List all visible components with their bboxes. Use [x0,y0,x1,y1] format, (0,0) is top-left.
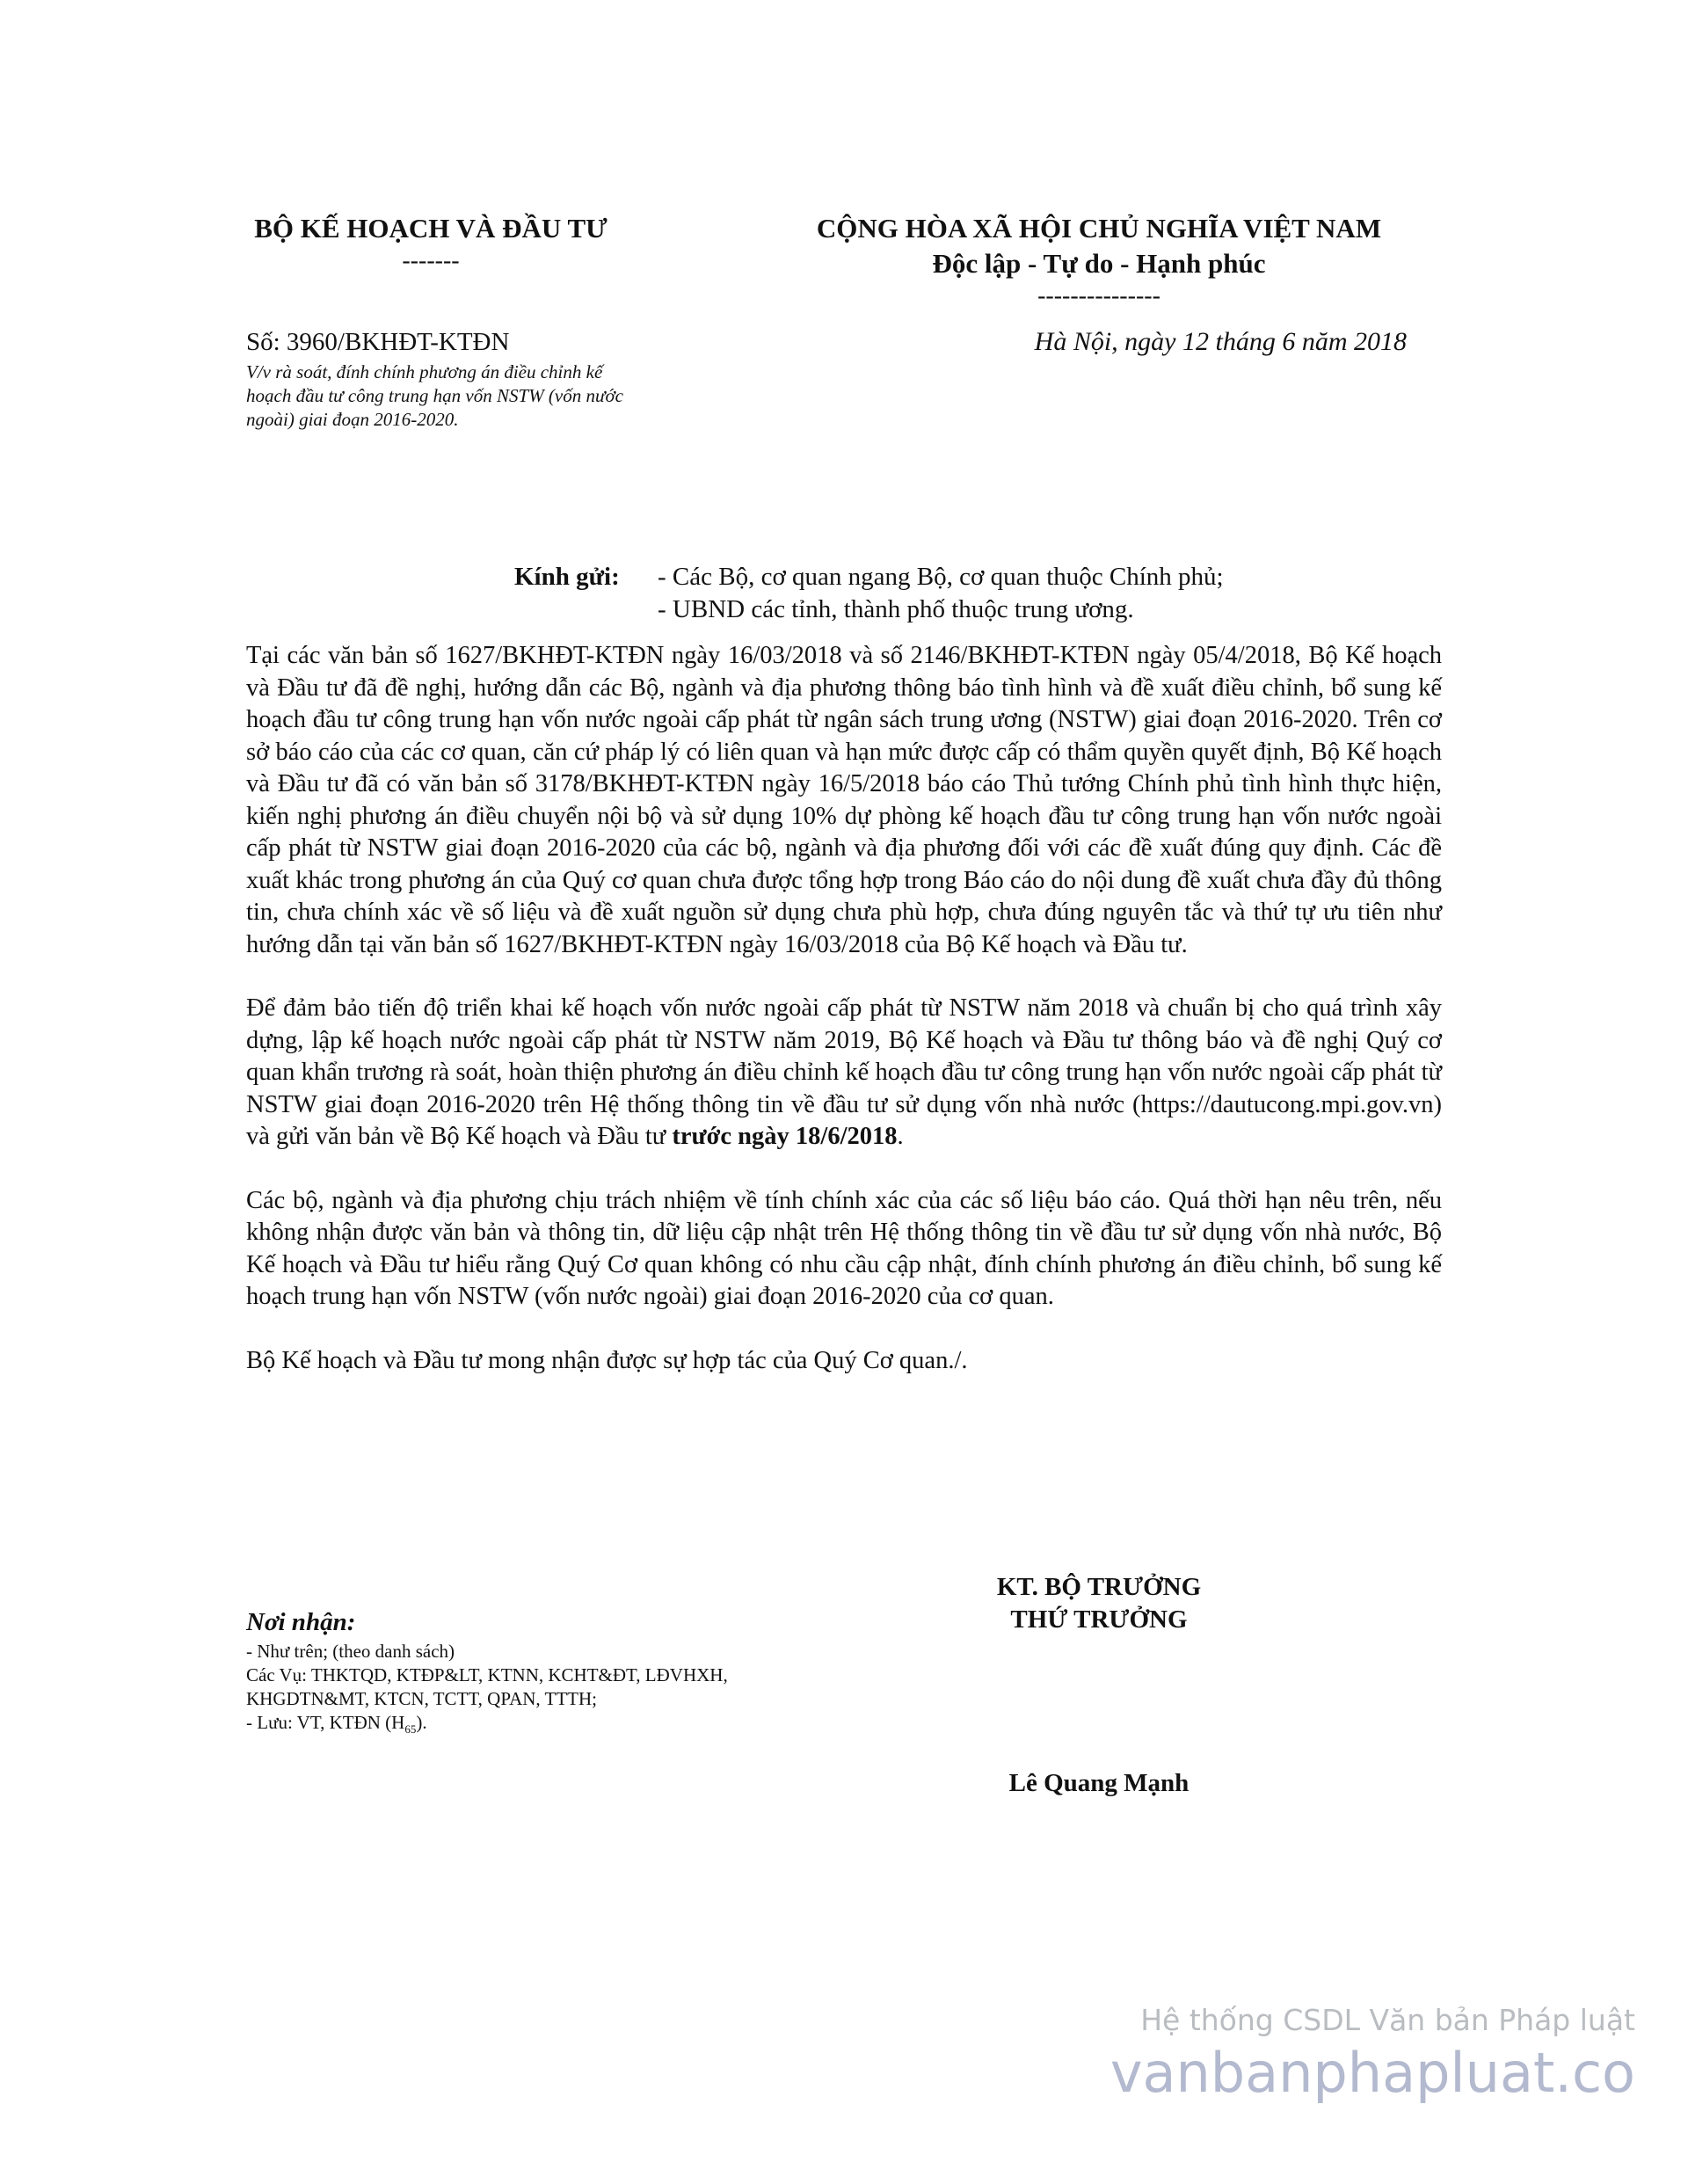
watermark-site: vanbanphapluat.co [1110,2041,1635,2105]
recipients-label: Kính gửi: [514,563,620,591]
issuing-agency: BỘ KẾ HOẠCH VÀ ĐẦU TƯ [254,213,608,244]
body-paragraph-3: Các bộ, ngành và địa phương chịu trách nhiệm về tính chính xác của các số liệu báo cáo. Quá thời hạn nêu trên, nếu không nhận được văn bản và thông tin, dữ liệu cập nhật trên Hệ thống thông tin về đầu tư sử dụng vốn nhà nước, Bộ Kế hoạch và Đầu tư hiểu rằng Quý Cơ quan không có nhu cầu cập nhật, đính chính phương án điều chỉnh, bổ sung kế hoạch trung hạn vốn NSTW (vốn nước ngoài) giai đoạn 2016-2020 của cơ quan. [246,1186,1442,1310]
document-number: Số: 3960/BKHĐT-KTĐN [246,328,510,356]
distribution-line [246,1711,738,1741]
archive-suffix: ). [416,1712,427,1733]
issuing-agency-block [237,211,624,276]
place-date: Hà Nội, ngày 12 tháng 6 năm 2018 [1034,327,1407,356]
distribution-title: Nơi nhận: [246,1608,356,1636]
body-paragraph-2 [246,993,1442,1154]
recipients-list [658,561,1449,626]
archive-count: 65 [404,1722,417,1736]
archive-prefix: - Lưu: VT, KTĐN (H [246,1712,405,1733]
country-name: CỘNG HÒA XÃ HỘI CHỦ NGHĨA VIỆT NAM [816,213,1382,244]
paragraph-2-text: Để đảm bảo tiến độ triển khai kế hoạch vốn nước ngoài cấp phát từ NSTW năm 2018 và chuẩn bị cho quá trình xây dựng, lập kế hoạch nước ngoài cấp phát từ NSTW năm 2019, Bộ Kế hoạch và Đầu tư thông báo và đề nghị Quý cơ quan khẩn trương rà soát, hoàn thiện phương án điều chỉnh kế hoạch đầu tư công trung hạn vốn nước ngoài cấp phát từ NSTW giai đoạn 2016-2020 trên Hệ thống thông tin về đầu tư sử dụng vốn nhà nước (https://dautucong.mpi.gov.vn) và gửi văn bản về Bộ Kế hoạch và Đầu tư [246,994,1442,1150]
paragraph-2-end: . [897,1123,904,1150]
deadline: trước ngày 18/6/2018 [672,1123,898,1150]
watermark-caption: Hệ thống CSDL Văn bản Pháp luật [1140,2003,1635,2037]
signature-block [879,1571,1319,1636]
signer-position-1: KT. BỘ TRƯỞNG [996,1573,1202,1601]
recipient-item: - Các Bộ, cơ quan ngang Bộ, cơ quan thuộc Chính phủ; [658,563,1224,591]
distribution-list [246,1640,738,1741]
national-title-block [703,211,1495,311]
motto: Độc lập - Tự do - Hạnh phúc [932,248,1266,279]
motto-divider: --------------- [1037,282,1160,309]
distribution-line: Các Vụ: THKTQD, KTĐP&LT, KTNN, KCHT&ĐT, LĐVHXH, KHGDTN&MT, KTCN, TCTT, QPAN, TTTH; [246,1664,728,1709]
body-paragraph-4: Bộ Kế hoạch và Đầu tư mong nhận được sự hợp tác của Quý Cơ quan./. [246,1346,968,1374]
body-paragraph-1: Tại các văn bản số 1627/BKHĐT-KTĐN ngày 16/03/2018 và số 2146/BKHĐT-KTĐN ngày 05/4/2018, Bộ Kế hoạch và Đầu tư đã đề nghị, hướng dẫn các Bộ, ngành và địa phương thông báo tình hình và đề xuất điều chỉnh, bổ sung kế hoạch đầu tư công trung hạn vốn nước ngoài cấp phát từ ngân sách trung ương (NSTW) giai đoạn 2016-2020. Trên cơ sở báo cáo của các cơ quan, căn cứ pháp lý có liên quan và hạn mức được cấp có thẩm quyền quyết định, Bộ Kế hoạch và Đầu tư đã có văn bản số 3178/BKHĐT-KTĐN ngày 16/5/2018 báo cáo Thủ tướng Chính phủ tình hình thực hiện, kiến nghị phương án điều chuyển nội bộ và sử dụng 10% dự phòng kế hoạch đầu tư công trung hạn vốn nước ngoài cấp phát từ NSTW giai đoạn 2016-2020 của các bộ, ngành và địa phương đối với các đề xuất đúng quy định. Các đề xuất khác trong phương án của Quý cơ quan chưa được tổng hợp trong Báo cáo do nội dung đề xuất chưa đầy đủ thông tin, chưa chính xác về số liệu và đề xuất nguồn sử dụng chưa phù hợp, chưa đúng nguyên tắc và thứ tự ưu tiên như hướng dẫn tại văn bản số 1627/BKHĐT-KTĐN ngày 16/03/2018 của Bộ Kế hoạch và Đầu tư. [246,642,1442,958]
distribution-line: - Như trên; (theo danh sách) [246,1641,455,1662]
document-body [246,640,1442,1409]
signer-position-2: THỨ TRƯỞNG [1010,1605,1188,1634]
signer-name: Lê Quang Mạnh [1008,1769,1190,1797]
document-subject: V/v rà soát, đính chính phương án điều chỉnh kế hoạch đầu tư công trung hạn vốn NSTW (vốn nước ngoài) giai đoạn 2016-2020. [246,361,623,430]
recipient-item: - UBND các tỉnh, thành phố thuộc trung ương. [658,595,1134,623]
agency-divider: ------- [402,247,460,274]
